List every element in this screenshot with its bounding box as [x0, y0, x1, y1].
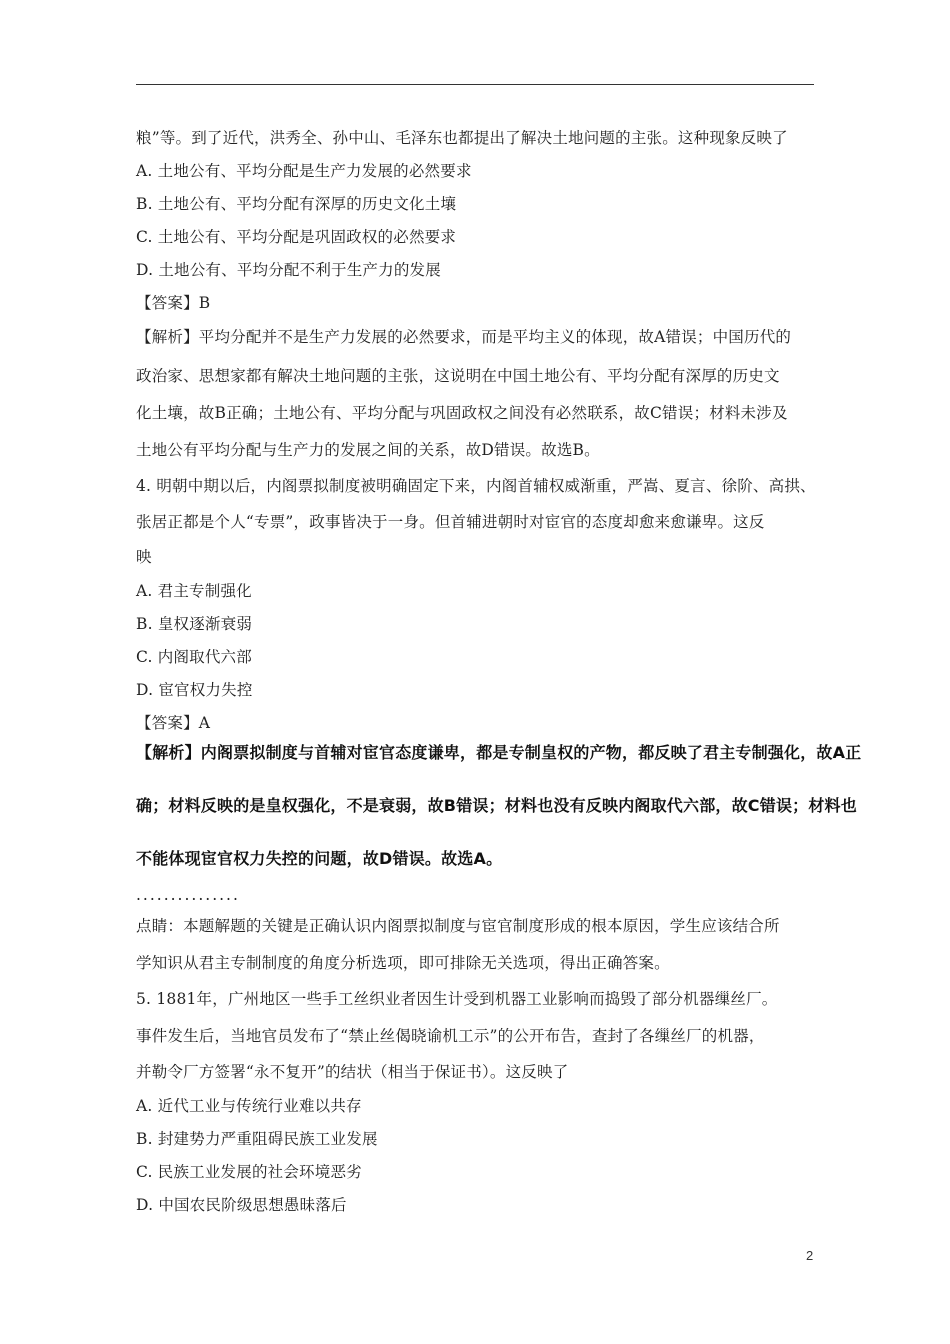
q4-option-c: C. 内阁取代六部 [136, 648, 252, 666]
q4-stem-line-2: 张居正都是个人“专票”，政事皆决于一身。但首辅进朝时对宦官的态度却愈来愈谦卑。这反 [136, 513, 765, 531]
header-rule [136, 84, 814, 85]
q5-option-a: A. 近代工业与传统行业难以共存 [136, 1097, 362, 1115]
q4-stem-line-3: 映 [136, 548, 152, 566]
q5-option-b: B. 封建势力严重阻碍民族工业发展 [136, 1130, 378, 1148]
q3-option-d: D. 土地公有、平均分配不利于生产力的发展 [136, 261, 441, 279]
q4-analysis-line-2: 确；材料反映的是皇权强化，不是衰弱，故B错误；材料也没有反映内阁取代六部，故C错误；材料也 [136, 796, 857, 815]
q3-analysis-line-3: 化土壤，故B正确；土地公有、平均分配与巩固政权之间没有必然联系，故C错误；材料未涉及 [136, 404, 788, 422]
q3-option-b: B. 土地公有、平均分配有深厚的历史文化土壤 [136, 195, 457, 213]
page-number: 2 [806, 1248, 814, 1263]
q3-stem-tail: 粮”等。到了近代，洪秀全、孙中山、毛泽东也都提出了解决土地问题的主张。这种现象反映了 [136, 129, 788, 147]
q4-option-b: B. 皇权逐渐衰弱 [136, 615, 253, 633]
q4-analysis-line-1: 【解析】内阁票拟制度与首辅对宦官态度谦卑，都是专制皇权的产物，都反映了君主专制强化，故A正 [136, 743, 862, 762]
q4-option-d: D. 宦官权力失控 [136, 681, 253, 699]
q4-analysis-line-3: 不能体现宦官权力失控的问题，故D错误。故选A。 [136, 849, 503, 868]
q4-separator: ............... [136, 886, 240, 904]
q3-option-c: C. 土地公有、平均分配是巩固政权的必然要求 [136, 228, 457, 246]
q5-stem-line-3: 并勒令厂方签署“永不复开”的结状（相当于保证书）。这反映了 [136, 1063, 569, 1081]
q3-analysis-line-1: 【解析】平均分配并不是生产力发展的必然要求，而是平均主义的体现，故A错误；中国历代的 [136, 328, 792, 346]
q4-stem-line-1: 4. 明朝中期以后，内阁票拟制度被明确固定下来，内阁首辅权威渐重，严嵩、夏言、徐阶、高拱、 [136, 477, 816, 495]
q3-option-a: A. 土地公有、平均分配是生产力发展的必然要求 [136, 162, 472, 180]
q5-stem-line-1: 5. 1881年，广州地区一些手工丝织业者因生计受到机器工业影响而捣毁了部分机器缫丝厂。 [136, 990, 778, 1008]
q5-option-c: C. 民族工业发展的社会环境恶劣 [136, 1163, 362, 1181]
q5-option-d: D. 中国农民阶级思想愚昧落后 [136, 1196, 347, 1214]
q4-tips-line-2: 学知识从君主专制制度的角度分析选项，即可排除无关选项，得出正确答案。 [136, 954, 670, 972]
q3-analysis-line-4: 土地公有平均分配与生产力的发展之间的关系，故D错误。故选B。 [136, 441, 600, 459]
q3-answer: 【答案】B [136, 294, 211, 312]
q5-stem-line-2: 事件发生后，当地官员发布了“禁止丝偈晓谕机工示”的公开布告，查封了各缫丝厂的机器， [136, 1027, 765, 1045]
q4-option-a: A. 君主专制强化 [136, 582, 252, 600]
q3-analysis-line-2: 政治家、思想家都有解决土地问题的主张，这说明在中国土地公有、平均分配有深厚的历史文 [136, 367, 780, 385]
q4-answer: 【答案】A [136, 714, 211, 732]
q4-tips-line-1: 点睛：本题解题的关键是正确认识内阁票拟制度与宦官制度形成的根本原因，学生应该结合所 [136, 917, 780, 935]
